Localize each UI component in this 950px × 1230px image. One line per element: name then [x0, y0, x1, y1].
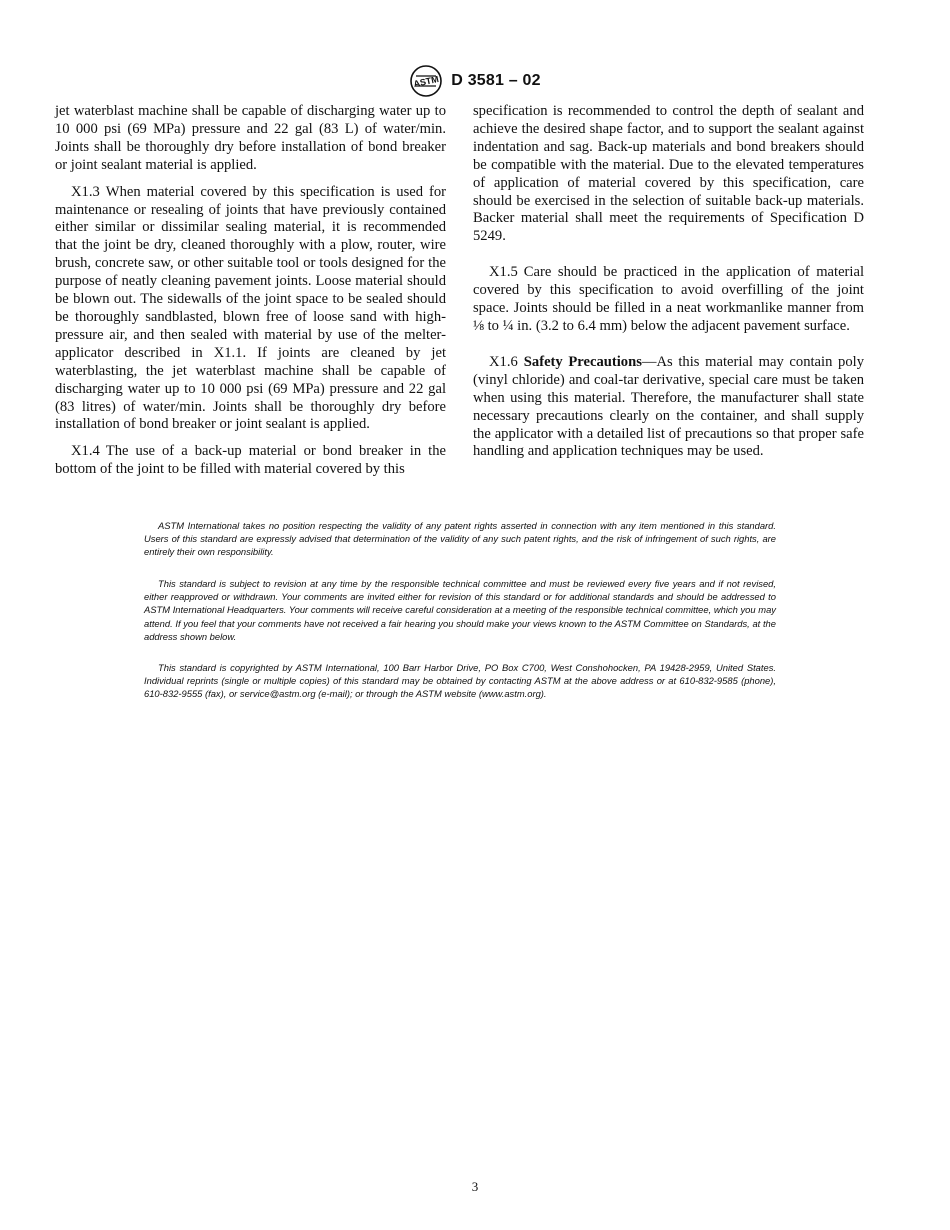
section-number: X1.4: [71, 443, 100, 460]
revision-notice: [144, 577, 776, 643]
svg-text:ASTM: ASTM: [412, 73, 440, 90]
section-number: X1.3: [71, 183, 100, 200]
document-id: D 3581 – 02: [451, 72, 541, 89]
astm-logo-icon: [409, 64, 443, 98]
continued-paragraph: specification is recommended to control the depth of sealant and achieve the desired shape factor, and to support the sealant against indentation and sag. Back-up materials and bond breakers should be compatible with the material. Due to the elevated temperatures of application of material covered by this specification, care should be exercised in the selection of suitable back-up materials. Backer material shall meet the requirements of Specification D 5249.: [473, 103, 864, 245]
section-text: The use of a back-up material or bond breaker in the bottom of the joint to be filled with material covered by this: [55, 443, 446, 478]
patent-notice-text: ASTM International takes no position respecting the validity of any patent rights asserted in connection with any item mentioned in this standard. Users of this standard are expressly advised that determination of the validity of any such patent rights, and the risk of infringement of such rights, are entirely their own responsibility.: [144, 520, 776, 558]
page-header: [0, 64, 950, 98]
left-column: [55, 103, 446, 488]
continued-paragraph: jet waterblast machine shall be capable of discharging water up to 10 000 psi (69 MPa) pressure and 22 gal (83 L) of water/min. Joints shall be thoroughly dry before installation of bond breaker or joint sealant material is applied.: [55, 103, 446, 173]
right-column: [473, 103, 864, 470]
section-x1-4: [55, 443, 446, 479]
section-x1-6: [473, 354, 864, 461]
section-text: —As this material may contain poly (vinyl chloride) and coal-tar derivative, special care must be taken when using this material. Therefore, the manufacturer shall state necessary precautions clearly on the container, and shall supply the applicator with a detailed list of precautions so that proper safe handling and application techniques may be used.: [473, 353, 864, 460]
section-text: Care should be practiced in the application of material covered by this specification to avoid overfilling of the joint space. Joints should be filled in a neat workmanlike manner from ⅛ to ¼ in. (3.2 to 6.4 mm) below the adjacent pavement surface.: [473, 264, 864, 334]
section-text: When material covered by this specification is used for maintenance or resealing of joints that have previously contained either similar or dissimilar sealing material, it is recommended that the joint be dry, cleaned thoroughly with a plow, router, wire brush, concrete saw, or other suitable tool or tools designed for the purpose of neatly cleaning pavement joints. Loose material should be blown out. The sidewalls of the joint space to be sealed should be thoroughly sandblasted, blown free of loose sand with high-pressure air, and then sealed with material by use of the melter-applicator described in X1.1. If joints are cleaned by jet waterblasting, the jet waterblast machine shall be capable of discharging water up to 10 000 psi (69 MPa) pressure and 22 gal (83 litres) of water/min. Joints shall be thoroughly dry before installation of bond breaker or joint sealant is applied.: [55, 183, 446, 433]
copyright-notice: [144, 661, 776, 701]
copyright-notice-text: This standard is copyrighted by ASTM International, 100 Barr Harbor Drive, PO Box C700, West Conshohocken, PA 19428-2959, United States. Individual reprints (single or multiple copies) of this standard may be obtained by contacting ASTM at the above address or at 610-832-9585 (phone), 610-832-9555 (fax), or service@astm.org (e-mail); or through the ASTM website (www.astm.org).: [144, 662, 776, 700]
page-number: 3: [471, 1179, 479, 1194]
section-x1-3: [55, 184, 446, 435]
section-number: X1.5: [489, 264, 518, 281]
section-x1-5: [473, 264, 864, 336]
section-heading: Safety Precautions: [523, 353, 642, 370]
patent-notice: [144, 519, 776, 559]
section-number: X1.6: [489, 353, 518, 370]
revision-notice-text: This standard is subject to revision at any time by the responsible technical committee and must be reviewed every five years and if not revised, either reapproved or withdrawn. Your comments are invited either for revision of this standard or for additional standards and should be addressed to ASTM International Headquarters. Your comments will receive careful consideration at a meeting of the responsible technical committee, which you may attend. If you feel that your comments have not received a fair hearing you should make your views known to the ASTM Committee on Standards, at the address shown below.: [144, 578, 776, 642]
